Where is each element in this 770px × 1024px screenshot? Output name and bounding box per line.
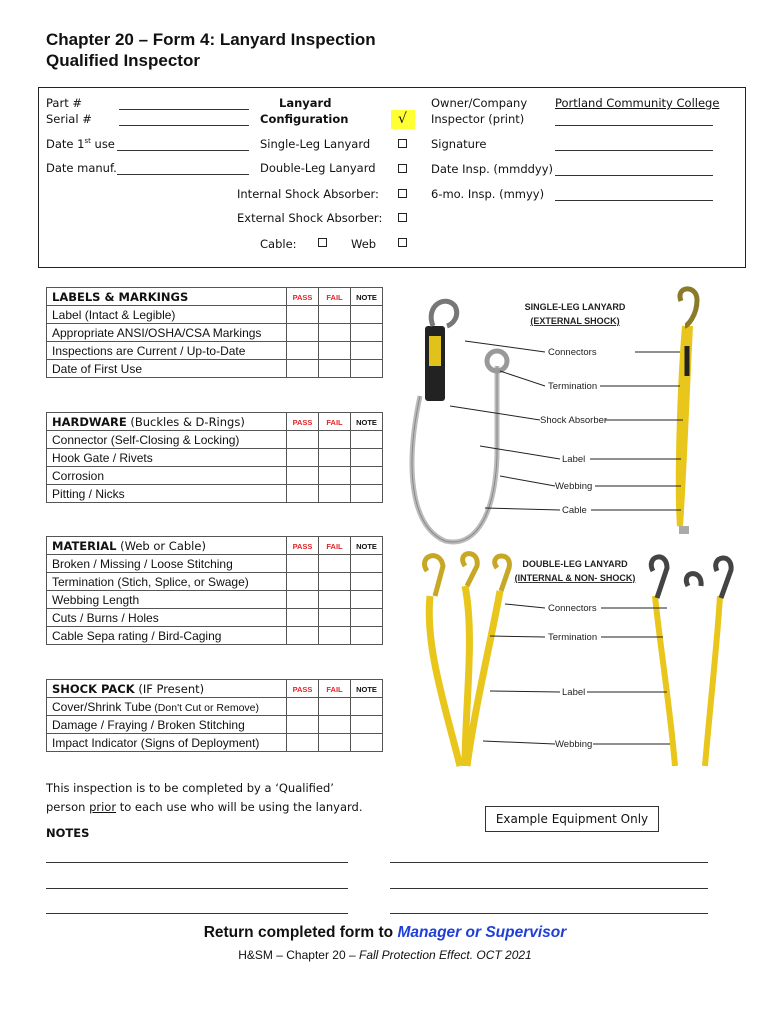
note-cell[interactable] (351, 431, 383, 449)
lanyard-equipment-figure (405, 286, 745, 778)
notes-line[interactable] (46, 888, 348, 889)
table-row: Appropriate ANSI/OSHA/CSA Markings (47, 324, 383, 342)
pass-cell[interactable] (287, 734, 319, 752)
fail-header: FAIL (319, 413, 351, 431)
hardware-table (46, 412, 383, 503)
fail-cell[interactable] (319, 360, 351, 378)
fail-header: FAIL (319, 288, 351, 306)
serial-field[interactable] (119, 125, 249, 126)
single-leg-title: SINGLE-LEG LANYARD (524, 302, 626, 312)
footer-reference: H&SM – Chapter 20 – Fall Protection Effect. OCT 2021 (238, 948, 532, 962)
table-row: Termination (Stich, Splice, or Swage) (47, 573, 383, 591)
date-first-use-label: Date 1st use (46, 137, 115, 151)
web-checkbox[interactable] (398, 238, 407, 247)
fail-cell[interactable] (319, 324, 351, 342)
notes-line[interactable] (390, 888, 708, 889)
table-row: Cover/Shrink Tube (Don't Cut or Remove) (47, 698, 383, 716)
pass-cell[interactable] (287, 485, 319, 503)
pass-cell[interactable] (287, 360, 319, 378)
table-row: Damage / Fraying / Broken Stitching (47, 716, 383, 734)
table-row: Broken / Missing / Loose Stitching (47, 555, 383, 573)
cable-checkbox[interactable] (318, 238, 327, 247)
six-mo-label: 6-mo. Insp. (mmyy) (431, 187, 545, 201)
note-header: NOTE (351, 288, 383, 306)
pass-cell[interactable] (287, 698, 319, 716)
table-header: MATERIAL (Web or Cable) (47, 537, 287, 555)
table-row: Connector (Self-Closing & Locking) (47, 431, 383, 449)
double-leg-lanyard-image (424, 554, 731, 766)
note-cell[interactable] (351, 734, 383, 752)
fail-cell[interactable] (319, 698, 351, 716)
shock-pack-table (46, 679, 383, 752)
external-shock-label: External Shock Absorber: (237, 211, 383, 225)
date-insp-field[interactable] (555, 175, 713, 176)
date-manuf-label: Date manuf. (46, 161, 117, 175)
callout-webbing: Webbing (555, 481, 593, 492)
pass-header: PASS (287, 413, 319, 431)
fail-cell[interactable] (319, 467, 351, 485)
pass-cell[interactable] (287, 324, 319, 342)
return-instruction: Return completed form to Manager or Supervisor (203, 924, 567, 941)
owner-label: Owner/Company (431, 96, 528, 110)
fail-cell[interactable] (319, 734, 351, 752)
note-cell[interactable] (351, 306, 383, 324)
double-leg-subtitle: (INTERNAL & NON- SHOCK) (514, 573, 636, 583)
pass-cell[interactable] (287, 555, 319, 573)
callout-cable: Cable (562, 505, 587, 516)
notes-line[interactable] (46, 913, 348, 914)
date-manuf-field[interactable] (117, 174, 249, 175)
part-label: Part # (46, 96, 82, 110)
pass-cell[interactable] (287, 573, 319, 591)
note-cell[interactable] (351, 324, 383, 342)
instructions-line-1: This inspection is to be completed by a ‘Qualified’ (46, 781, 334, 795)
table-row: Inspections are Current / Up-to-Date (47, 342, 383, 360)
table-header: SHOCK PACK (IF Present) (47, 680, 287, 698)
single-leg-label: Single-Leg Lanyard (260, 137, 371, 151)
callout-termination-double: Termination (548, 632, 598, 643)
lanyard-illustration (405, 286, 745, 778)
notes-line[interactable] (46, 862, 348, 863)
fail-cell[interactable] (319, 431, 351, 449)
callout-shock-absorber: Shock Absorber (540, 415, 608, 426)
pass-cell[interactable] (287, 627, 319, 645)
check-mark: √ (398, 111, 407, 127)
note-header: NOTE (351, 537, 383, 555)
pass-cell[interactable] (287, 306, 319, 324)
callout-connectors-double: Connectors (548, 603, 597, 614)
pass-header: PASS (287, 288, 319, 306)
instructions-line-2: person prior to each use who will be using the lanyard. (46, 800, 363, 814)
callout-termination: Termination (548, 381, 598, 392)
note-cell[interactable] (351, 698, 383, 716)
double-leg-checkbox[interactable] (398, 164, 407, 173)
date-first-use-field[interactable] (117, 150, 249, 151)
pass-cell[interactable] (287, 467, 319, 485)
lanyard-config-title-1: Lanyard (279, 96, 332, 110)
signature-field[interactable] (555, 150, 713, 151)
note-cell[interactable] (351, 555, 383, 573)
table-row: Pitting / Nicks (47, 485, 383, 503)
table-row: Impact Indicator (Signs of Deployment) (47, 734, 383, 752)
six-mo-field[interactable] (555, 200, 713, 201)
pass-cell[interactable] (287, 431, 319, 449)
double-leg-title: DOUBLE-LEG LANYARD (522, 559, 628, 569)
fail-cell[interactable] (319, 573, 351, 591)
note-cell[interactable] (351, 591, 383, 609)
note-cell[interactable] (351, 627, 383, 645)
page-subtitle: Qualified Inspector (46, 51, 200, 70)
labels-markings-table (46, 287, 383, 378)
internal-shock-label: Internal Shock Absorber: (237, 187, 379, 201)
cable-label: Cable: (260, 237, 297, 251)
note-cell[interactable] (351, 360, 383, 378)
callout-connectors: Connectors (548, 347, 597, 358)
example-equipment-box: Example Equipment Only (485, 806, 659, 832)
table-row: Corrosion (47, 467, 383, 485)
note-cell[interactable] (351, 342, 383, 360)
fail-cell[interactable] (319, 555, 351, 573)
notes-line[interactable] (390, 862, 708, 863)
internal-shock-checkbox[interactable] (398, 189, 407, 198)
notes-label: NOTES (46, 826, 90, 840)
table-row: Date of First Use (47, 360, 383, 378)
table-header: HARDWARE (Buckles & D-Rings) (47, 413, 287, 431)
table-row: Label (Intact & Legible) (47, 306, 383, 324)
note-cell[interactable] (351, 609, 383, 627)
part-field[interactable] (119, 109, 249, 110)
external-shock-checkbox[interactable] (398, 213, 407, 222)
fail-header: FAIL (319, 680, 351, 698)
fail-cell[interactable] (319, 591, 351, 609)
note-cell[interactable] (351, 716, 383, 734)
notes-line[interactable] (390, 913, 708, 914)
table-row: Cuts / Burns / Holes (47, 609, 383, 627)
note-cell[interactable] (351, 449, 383, 467)
web-label: Web (351, 237, 377, 251)
callout-webbing-double: Webbing (555, 739, 593, 750)
note-cell[interactable] (351, 485, 383, 503)
fail-cell[interactable] (319, 627, 351, 645)
fail-cell[interactable] (319, 306, 351, 324)
inspector-label: Inspector (print) (431, 112, 525, 126)
pass-header: PASS (287, 537, 319, 555)
pass-cell[interactable] (287, 449, 319, 467)
note-header: NOTE (351, 413, 383, 431)
pass-header: PASS (287, 680, 319, 698)
callout-label: Label (562, 454, 586, 465)
pass-cell[interactable] (287, 342, 319, 360)
inspector-field[interactable] (555, 125, 713, 126)
fail-cell[interactable] (319, 609, 351, 627)
date-insp-label: Date Insp. (mmddyy) (431, 162, 554, 176)
fail-header: FAIL (319, 537, 351, 555)
serial-label: Serial # (46, 112, 92, 126)
double-leg-label: Double-Leg Lanyard (260, 161, 376, 175)
lanyard-config-title-2: Configuration (260, 112, 349, 126)
fail-cell[interactable] (319, 342, 351, 360)
table-row: Hook Gate / Rivets (47, 449, 383, 467)
table-row: Webbing Length (47, 591, 383, 609)
pass-cell[interactable] (287, 591, 319, 609)
table-header: LABELS & MARKINGS (47, 288, 287, 306)
note-cell[interactable] (351, 467, 383, 485)
callout-label-double: Label (562, 687, 586, 698)
table-row: Cable Sepa rating / Bird-Caging (47, 627, 383, 645)
owner-value: Portland Community College (555, 96, 720, 110)
note-header: NOTE (351, 680, 383, 698)
note-cell[interactable] (351, 573, 383, 591)
fail-cell[interactable] (319, 485, 351, 503)
fail-cell[interactable] (319, 716, 351, 734)
single-leg-checkbox[interactable] (398, 139, 407, 148)
pass-cell[interactable] (287, 716, 319, 734)
fail-cell[interactable] (319, 449, 351, 467)
page-title: Chapter 20 – Form 4: Lanyard Inspection (46, 30, 376, 49)
pass-cell[interactable] (287, 609, 319, 627)
material-table (46, 536, 383, 645)
signature-label: Signature (431, 137, 487, 151)
single-leg-subtitle: (EXTERNAL SHOCK) (530, 316, 620, 326)
